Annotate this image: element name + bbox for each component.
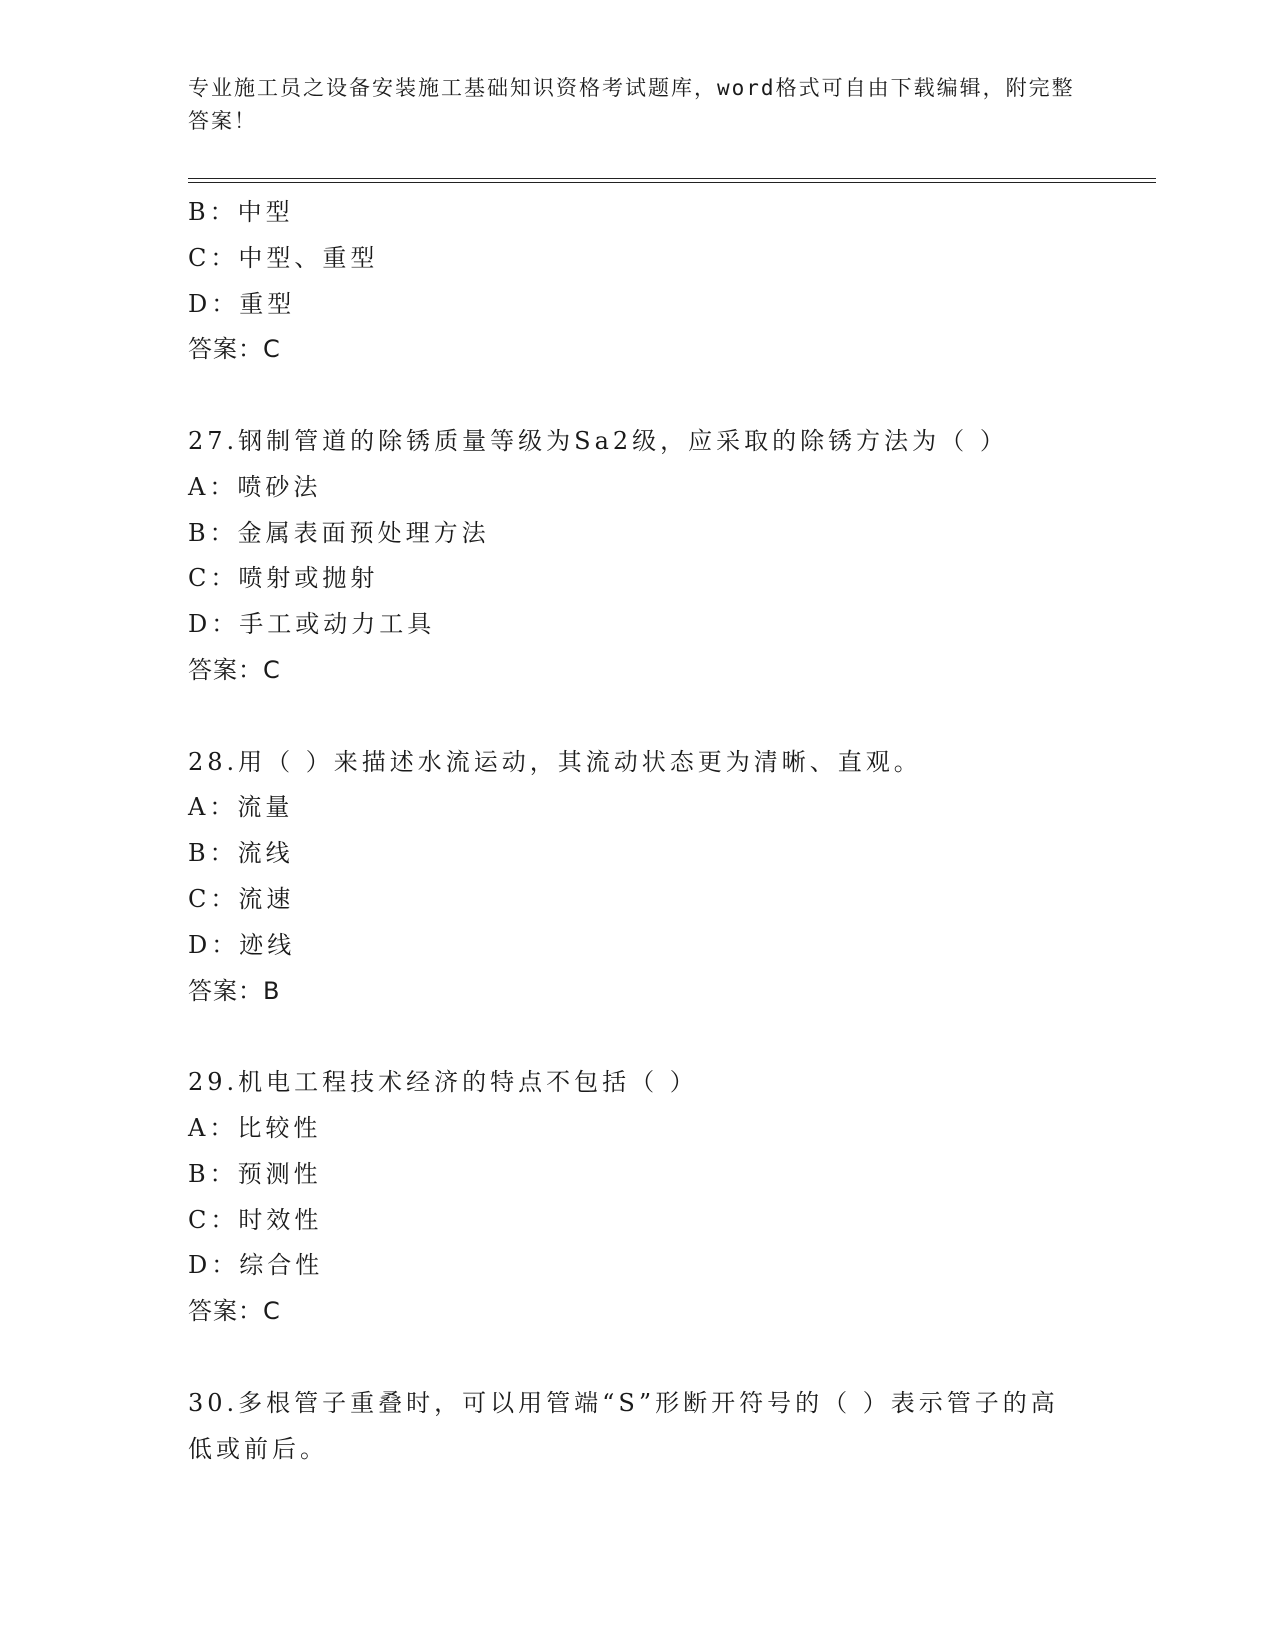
document-header: 专业施工员之设备安装施工基础知识资格考试题库，word格式可自由下载编辑，附完整答案！ — [188, 76, 1075, 133]
question-26-tail — [188, 190, 1156, 373]
header-divider — [188, 178, 1156, 183]
question-28 — [188, 740, 1156, 1015]
option-a: A：流量 — [188, 793, 294, 822]
question-stem: 29.机电工程技术经济的特点不包括（ ） — [188, 1068, 698, 1097]
option-b: B：流线 — [188, 839, 294, 868]
question-stem: 27.钢制管道的除锈质量等级为Sa2级，应采取的除锈方法为（ ） — [188, 426, 1008, 455]
answer: 答案：C — [188, 655, 281, 684]
answer: 答案：C — [188, 335, 281, 364]
question-list — [188, 190, 1156, 1472]
option-b: B：金属表面预处理方法 — [188, 518, 490, 547]
option-a: A：比较性 — [188, 1113, 322, 1142]
question-29 — [188, 1060, 1156, 1335]
option-b: B：预测性 — [188, 1159, 322, 1188]
option-d: D：综合性 — [188, 1251, 324, 1280]
question-stem: 28.用（ ）来描述水流运动，其流动状态更为清晰、直观。 — [188, 747, 922, 776]
option-d: D：迹线 — [188, 930, 296, 959]
answer: 答案：C — [188, 1297, 281, 1326]
option-d: D：手工或动力工具 — [188, 610, 436, 639]
question-stem: 30.多根管子重叠时，可以用管端“S”形断开符号的（ ）表示管子的高低或前后。 — [188, 1388, 1059, 1463]
question-27 — [188, 419, 1156, 694]
option-c: C：时效性 — [188, 1205, 323, 1234]
option-c: C：喷射或抛射 — [188, 564, 379, 593]
option-c: C：中型、重型 — [188, 243, 379, 272]
option-d: D：重型 — [188, 289, 296, 318]
option-c: C：流速 — [188, 884, 295, 913]
answer: 答案：B — [188, 976, 281, 1005]
option-a: A：喷砂法 — [188, 472, 322, 501]
option-b: B：中型 — [188, 198, 294, 226]
question-30 — [188, 1381, 1156, 1473]
